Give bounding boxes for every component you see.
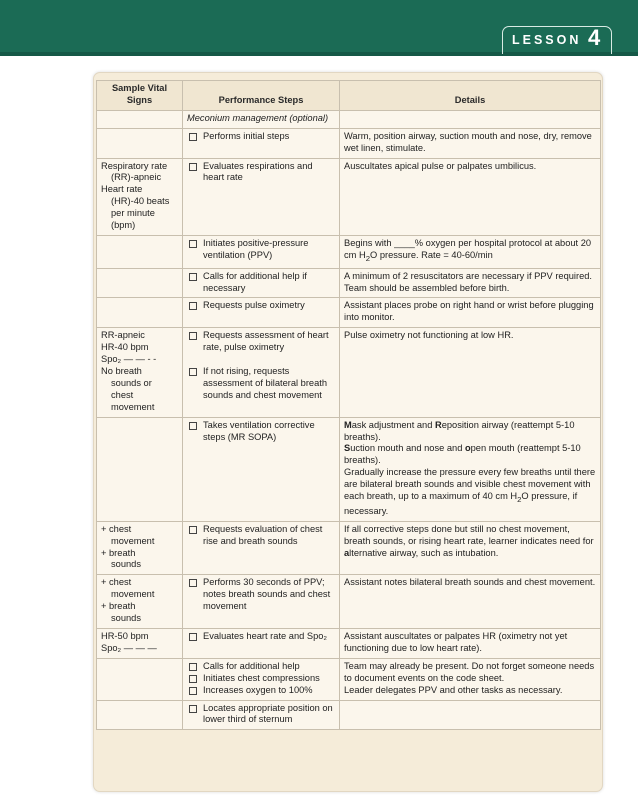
detail-cell: Warm, position airway, suction mouth and nose, dry, remove wet linen, stimulate.	[340, 128, 601, 158]
detail-text: If all corrective steps done but still no chest movement, breath sounds, or rising heart rate, learner indicates need for	[344, 523, 594, 546]
step-cell	[183, 328, 340, 417]
header-performance-steps: Performance Steps	[183, 81, 340, 111]
detail-paragraph	[344, 443, 596, 467]
vital-line: chest	[111, 389, 134, 400]
table-row	[97, 158, 601, 235]
table-row	[97, 575, 601, 629]
detail-cell	[340, 658, 601, 700]
step-text: Evaluates respirations and heart rate	[203, 160, 313, 183]
step-text: Increases oxygen to 100%	[203, 684, 313, 695]
vital-cell	[97, 128, 183, 158]
step-text: Requests evaluation of chest rise and breath sounds	[203, 523, 323, 546]
checkbox[interactable]	[189, 302, 197, 310]
vital-cell	[97, 235, 183, 268]
detail-text: pen mouth (reattempt 5-10 breaths).	[344, 443, 581, 466]
checkbox[interactable]	[189, 163, 197, 171]
detail-text: ask adjustment and	[351, 419, 435, 430]
bold-letter: R	[434, 419, 442, 430]
vital-cell	[97, 575, 183, 629]
lesson-number: 4	[588, 25, 601, 50]
step-text: Takes ventilation corrective steps (MR SOPA)	[203, 419, 315, 442]
vital-cell	[97, 158, 183, 235]
step-cell	[183, 700, 340, 730]
step-cell	[183, 575, 340, 629]
subscript: 2	[517, 494, 522, 504]
checkbox[interactable]	[189, 332, 197, 340]
detail-paragraph: Team may already be present. Do not forget someone needs to document events on the code sheet.	[344, 660, 595, 683]
table-row	[97, 110, 601, 128]
step-cell	[183, 298, 340, 328]
bold-letter: S	[344, 443, 351, 454]
checkbox[interactable]	[189, 422, 197, 430]
vital-line: + chest	[101, 577, 132, 588]
table-row	[97, 298, 601, 328]
checkbox[interactable]	[189, 526, 197, 534]
step-text: Calls for additional help	[203, 660, 300, 671]
table-header-row	[97, 81, 601, 111]
detail-cell: Assistant notes bilateral breath sounds and chest movement.	[340, 575, 601, 629]
subscript: 2	[365, 253, 371, 263]
detail-cell	[340, 235, 601, 268]
step-cell	[183, 417, 340, 521]
table-row	[97, 328, 601, 417]
vital-cell	[97, 700, 183, 730]
step-text: Calls for additional help if necessary	[203, 270, 307, 293]
table-row	[97, 700, 601, 730]
checkbox[interactable]	[189, 633, 197, 641]
checkbox[interactable]	[189, 663, 197, 671]
vital-line: per minute	[111, 208, 155, 219]
detail-cell	[340, 700, 601, 730]
step-text: Evaluates heart rate and Spo₂	[203, 630, 328, 641]
performance-table	[96, 80, 601, 730]
vital-line: sounds or	[111, 377, 152, 388]
step-text: Meconium management (optional)	[187, 112, 329, 123]
detail-cell: A minimum of 2 resuscitators are necessary if PPV required. Team should be assembled before birth.	[340, 268, 601, 298]
step-text: Requests assessment of heart rate, pulse oximetry	[203, 330, 329, 353]
checkbox[interactable]	[189, 273, 197, 281]
vital-cell	[97, 328, 183, 417]
vital-line: Heart rate	[101, 184, 143, 195]
detail-text: uction mouth and nose and	[350, 443, 465, 454]
detail-cell	[340, 521, 601, 575]
vital-line: movement	[111, 535, 155, 546]
detail-cell: Auscultates apical pulse or palpates umbilicus.	[340, 158, 601, 235]
detail-text: Gradually increase the pressure every few breaths until there are bilateral breath sounds and visible chest movement with each breath, up to a maximum of 40 cm H	[344, 467, 596, 502]
detail-text: lternative airway, such as intubation.	[349, 547, 499, 558]
step-text: Performs initial steps	[203, 130, 290, 141]
step-cell	[183, 658, 340, 700]
vital-line: sounds	[111, 613, 141, 624]
step-text: Initiates positive-pressure ventilation (PPV)	[203, 237, 309, 260]
detail-cell: Pulse oximetry not functioning at low HR.	[340, 328, 601, 417]
checkbox[interactable]	[189, 675, 197, 683]
step-cell	[183, 110, 340, 128]
detail-paragraph	[344, 467, 596, 517]
table-row	[97, 658, 601, 700]
vital-cell	[97, 268, 183, 298]
table-row	[97, 128, 601, 158]
step-cell	[183, 128, 340, 158]
vital-line: Spo₂ — — —	[101, 642, 157, 653]
table-row	[97, 268, 601, 298]
table-row	[97, 235, 601, 268]
checkbox[interactable]	[189, 240, 197, 248]
detail-paragraph: Leader delegates PPV and other tasks as necessary.	[344, 684, 563, 695]
step-text: Initiates chest compressions	[203, 672, 320, 683]
vital-cell	[97, 658, 183, 700]
bold-letter: M	[344, 419, 352, 430]
vital-line: (RR)-apneic	[111, 172, 162, 183]
vital-cell	[97, 298, 183, 328]
detail-cell	[340, 110, 601, 128]
vital-line: Respiratory rate	[101, 160, 168, 171]
detail-text: O pressure. Rate = 40-60/min	[370, 249, 493, 260]
vital-line: HR-40 bpm	[101, 342, 149, 353]
checkbox[interactable]	[189, 133, 197, 141]
vital-cell	[97, 417, 183, 521]
vital-line: HR-50 bpm	[101, 630, 149, 641]
detail-cell: Assistant auscultates or palpates HR (oximetry not yet functioning due to low heart rate).	[340, 628, 601, 658]
step-text: Locates appropriate position on lower third of sternum	[203, 702, 333, 725]
detail-cell	[340, 417, 601, 521]
checkbox[interactable]	[189, 579, 197, 587]
vital-line: No breath	[101, 365, 142, 376]
step-cell	[183, 628, 340, 658]
bold-letter: o	[464, 443, 471, 454]
step-text: If not rising, requests assessment of bilateral breath sounds and chest movement	[203, 366, 328, 400]
checkbox[interactable]	[189, 705, 197, 713]
table-row	[97, 521, 601, 575]
vital-cell	[97, 628, 183, 658]
header-details: Details	[340, 81, 601, 111]
vital-cell	[97, 110, 183, 128]
lesson-label: LESSON	[512, 33, 582, 47]
vital-cell	[97, 521, 183, 575]
vital-line: Spo₂ — — - -	[101, 354, 157, 365]
step-cell	[183, 158, 340, 235]
step-cell	[183, 235, 340, 268]
detail-cell: Assistant places probe on right hand or wrist before plugging into monitor.	[340, 298, 601, 328]
checkbox[interactable]	[189, 368, 197, 376]
detail-paragraph	[344, 420, 596, 444]
bold-letter: a	[344, 547, 350, 558]
checkbox[interactable]	[189, 687, 197, 695]
vital-line: + chest	[101, 523, 132, 534]
step-text: Requests pulse oximetry	[203, 300, 305, 311]
step-cell	[183, 521, 340, 575]
vital-line: movement	[111, 401, 155, 412]
table-row	[97, 628, 601, 658]
vital-line: + breath	[101, 547, 136, 558]
table-row	[97, 417, 601, 521]
vital-line: RR-apneic	[101, 330, 145, 341]
step-text: Performs 30 seconds of PPV; notes breath sounds and chest movement	[203, 577, 331, 612]
vital-line: movement	[111, 589, 155, 600]
detail-text: Begins with ____% oxygen per hospital protocol at about 20 cm H	[344, 237, 592, 260]
step-cell	[183, 268, 340, 298]
detail-text: O pressure, if necessary.	[344, 491, 578, 516]
header-vital-signs: Sample Vital Signs	[97, 81, 183, 111]
vital-line: (bpm)	[111, 220, 136, 231]
detail-text: eposition airway (reattempt 5-10 breaths).	[344, 419, 575, 442]
vital-line: (HR)-40 beats	[111, 196, 170, 207]
vital-line: + breath	[101, 601, 136, 612]
vital-line: sounds	[111, 559, 141, 570]
